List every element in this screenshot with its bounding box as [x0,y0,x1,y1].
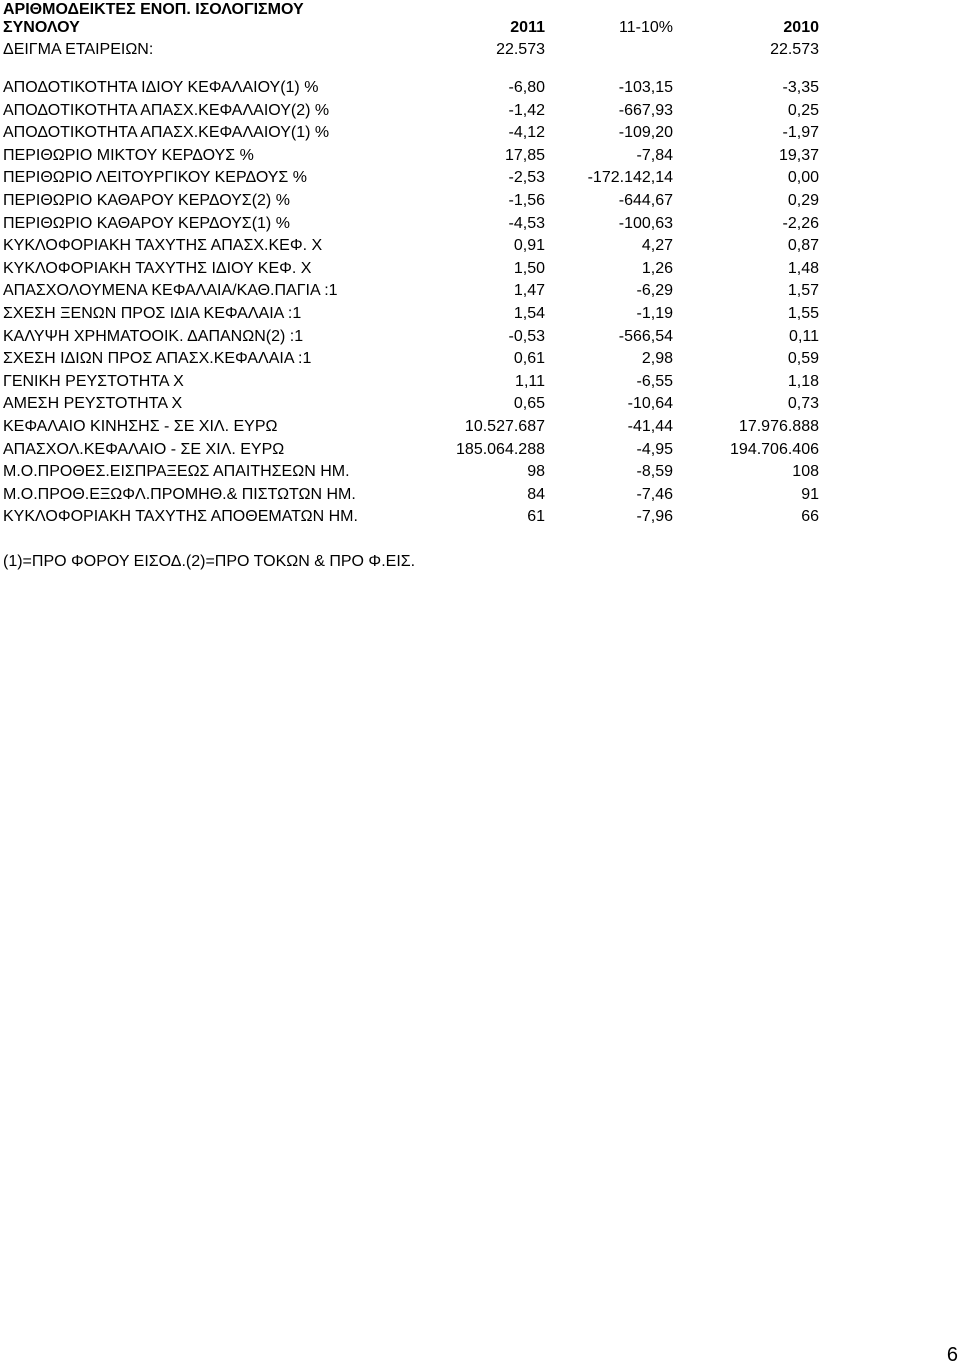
table-row [3,101,833,121]
value-2010: 1,18 [787,373,819,390]
row-label: ΠΕΡΙΘΩΡΙΟ ΚΑΘΑΡΟΥ ΚΕΡΔΟΥΣ(2) % [3,192,290,209]
value-change: 2,98 [641,350,673,367]
value-2011: -2,53 [508,169,545,186]
header-row [3,18,833,38]
table-row [3,462,833,482]
value-2011: 1,54 [513,305,545,322]
row-label: ΑΠΟΔΟΤΙΚΟΤΗΤΑ ΑΠΑΣΧ.ΚΕΦΑΛΑΙΟΥ(2) % [3,102,330,119]
table-row [3,168,833,188]
table-row [3,146,833,166]
value-change: -100,63 [618,215,673,232]
value-2011: 0,61 [513,350,545,367]
value-2010: 0,59 [787,350,819,367]
row-label: ΠΕΡΙΘΩΡΙΟ ΚΑΘΑΡΟΥ ΚΕΡΔΟΥΣ(1) % [3,215,290,232]
value-2010: 17.976.888 [738,418,819,435]
value-2010: -2,26 [782,215,819,232]
value-2011: 0,65 [513,395,545,412]
value-change: -103,15 [618,79,673,96]
value-2011: 0,91 [513,237,545,254]
table-row [3,281,833,301]
value-change: -41,44 [627,418,673,435]
header-col-change: 11-10% [619,19,673,36]
value-2011: 1,50 [513,260,545,277]
row-label: ΠΕΡΙΘΩΡΙΟ ΜΙΚΤΟΥ ΚΕΡΔΟΥΣ % [3,147,254,164]
row-label: ΚΕΦΑΛΑΙΟ ΚΙΝΗΣΗΣ - ΣΕ ΧΙΛ. ΕΥΡΩ [3,418,278,435]
row-label: ΚΥΚΛΟΦΟΡΙΑΚΗ ΤΑΧΥΤΗΣ ΑΠΑΣΧ.ΚΕΦ. Χ [3,237,323,254]
row-label: ΑΠΑΣΧΟΛΟΥΜΕΝΑ ΚΕΦΑΛΑΙΑ/ΚΑΘ.ΠΑΓΙΑ :1 [3,282,338,299]
value-2011: 98 [527,463,545,480]
value-2011: -0,53 [508,328,545,345]
value-2010: 19,37 [778,147,819,164]
value-2011: 10.527.687 [464,418,545,435]
value-2011: 1,11 [515,373,545,390]
value-change: -4,95 [636,441,673,458]
row-label: ΑΠΟΔΟΤΙΚΟΤΗΤΑ ΑΠΑΣΧ.ΚΕΦΑΛΑΙΟΥ(1) % [3,124,330,141]
value-2010: -3,35 [782,79,819,96]
value-2010: 108 [792,463,819,480]
page-number: 6 [946,1344,958,1366]
value-2010: 0,87 [787,237,819,254]
value-change: -8,59 [636,463,673,480]
value-2011: 17,85 [504,147,545,164]
table-row [3,259,833,279]
value-change: -1,19 [636,305,673,322]
header-label: ΣΥΝΟΛΟΥ [3,19,80,36]
sample-label: ΔΕΙΓΜΑ ΕΤΑΙΡΕΙΩΝ: [3,41,154,58]
value-2011: 61 [527,508,545,525]
value-change: 4,27 [641,237,673,254]
row-label: Μ.Ο.ΠΡΟΘΕΣ.ΕΙΣΠΡΑΞΕΩΣ ΑΠΑΙΤΗΣΕΩΝ ΗΜ. [3,463,350,480]
row-label: ΑΠΟΔΟΤΙΚΟΤΗΤΑ ΙΔΙΟΥ ΚΕΦΑΛΑΙΟΥ(1) % [3,79,319,96]
value-2011: -4,53 [508,215,545,232]
value-2010: 1,57 [787,282,819,299]
value-2011: 185.064.288 [456,441,545,458]
header-col-2010: 2010 [783,19,819,36]
value-2010: 0,00 [787,169,819,186]
table-row [3,507,833,527]
table-row [3,485,833,505]
value-2011: -6,80 [508,79,545,96]
value-change: -109,20 [618,124,673,141]
footnote: (1)=ΠΡΟ ΦΟΡΟΥ ΕΙΣΟΔ.(2)=ΠΡΟ ΤΟΚΩΝ & ΠΡΟ Φ.ΕΙΣ. [3,553,416,570]
table-row [3,372,833,392]
value-change: -10,64 [627,395,673,412]
row-label: ΣΧΕΣΗ ΞΕΝΩΝ ΠΡΟΣ ΙΔΙΑ ΚΕΦΑΛΑΙΑ :1 [3,305,302,322]
table-row [3,349,833,369]
table-row [3,191,833,211]
value-2010: 0,11 [789,328,819,345]
row-label: ΚΥΚΛΟΦΟΡΙΑΚΗ ΤΑΧΥΤΗΣ ΙΔΙΟΥ ΚΕΦ. Χ [3,260,312,277]
value-change: -667,93 [618,102,673,119]
value-2010: 0,25 [787,102,819,119]
row-label: ΣΧΕΣΗ ΙΔΙΩΝ ΠΡΟΣ ΑΠΑΣΧ.ΚΕΦΑΛΑΙΑ :1 [3,350,312,367]
value-2011: -1,56 [508,192,545,209]
value-2010: 66 [801,508,819,525]
value-change: -644,67 [618,192,673,209]
value-change: 1,26 [641,260,673,277]
value-2011: -1,42 [508,102,545,119]
table-row [3,440,833,460]
value-2010: -1,97 [782,124,819,141]
table-row [3,394,833,414]
value-change: -566,54 [618,328,673,345]
table-row [3,214,833,234]
table-row [3,304,833,324]
table-row [3,78,833,98]
value-2010: 1,48 [787,260,819,277]
page-title: ΑΡΙΘΜΟΔΕΙΚΤΕΣ ΕΝΟΠ. ΙΣΟΛΟΓΙΣΜΟΥ [3,1,304,18]
sample-2011: 22.573 [496,41,545,58]
value-change: -7,84 [636,147,673,164]
value-2010: 0,29 [787,192,819,209]
row-label: ΓΕΝΙΚΗ ΡΕΥΣΤΟΤΗΤΑ Χ [3,373,184,390]
value-change: -6,55 [636,373,673,390]
row-label: ΚΑΛΥΨΗ ΧΡΗΜΑΤΟΟΙΚ. ΔΑΠΑΝΩΝ(2) :1 [3,328,304,345]
value-2010: 1,55 [787,305,819,322]
value-2010: 0,73 [787,395,819,412]
row-label: Μ.Ο.ΠΡΟΘ.ΕΞΩΦΛ.ΠΡΟΜΗΘ.& ΠΙΣΤΩΤΩΝ ΗΜ. [3,486,356,503]
row-label: ΚΥΚΛΟΦΟΡΙΑΚΗ ΤΑΧΥΤΗΣ ΑΠΟΘΕΜΑΤΩΝ ΗΜ. [3,508,358,525]
row-label: ΑΠΑΣΧΟΛ.ΚΕΦΑΛΑΙΟ - ΣΕ ΧΙΛ. ΕΥΡΩ [3,441,285,458]
table-row [3,123,833,143]
sample-2010: 22.573 [770,41,819,58]
value-change: -7,46 [636,486,673,503]
value-2010: 194.706.406 [730,441,819,458]
value-2011: 84 [527,486,545,503]
value-2011: 1,47 [513,282,545,299]
row-label: ΑΜΕΣΗ ΡΕΥΣΤΟΤΗΤΑ Χ [3,395,183,412]
row-label: ΠΕΡΙΘΩΡΙΟ ΛΕΙΤΟΥΡΓΙΚΟΥ ΚΕΡΔΟΥΣ % [3,169,307,186]
sample-row [3,40,833,60]
value-change: -6,29 [636,282,673,299]
table-row [3,236,833,256]
value-change: -172.142,14 [587,169,673,186]
header-col-2011: 2011 [510,19,545,36]
value-2010: 91 [801,486,819,503]
value-change: -7,96 [636,508,673,525]
table-row [3,417,833,437]
table-row [3,327,833,347]
value-2011: -4,12 [508,124,545,141]
